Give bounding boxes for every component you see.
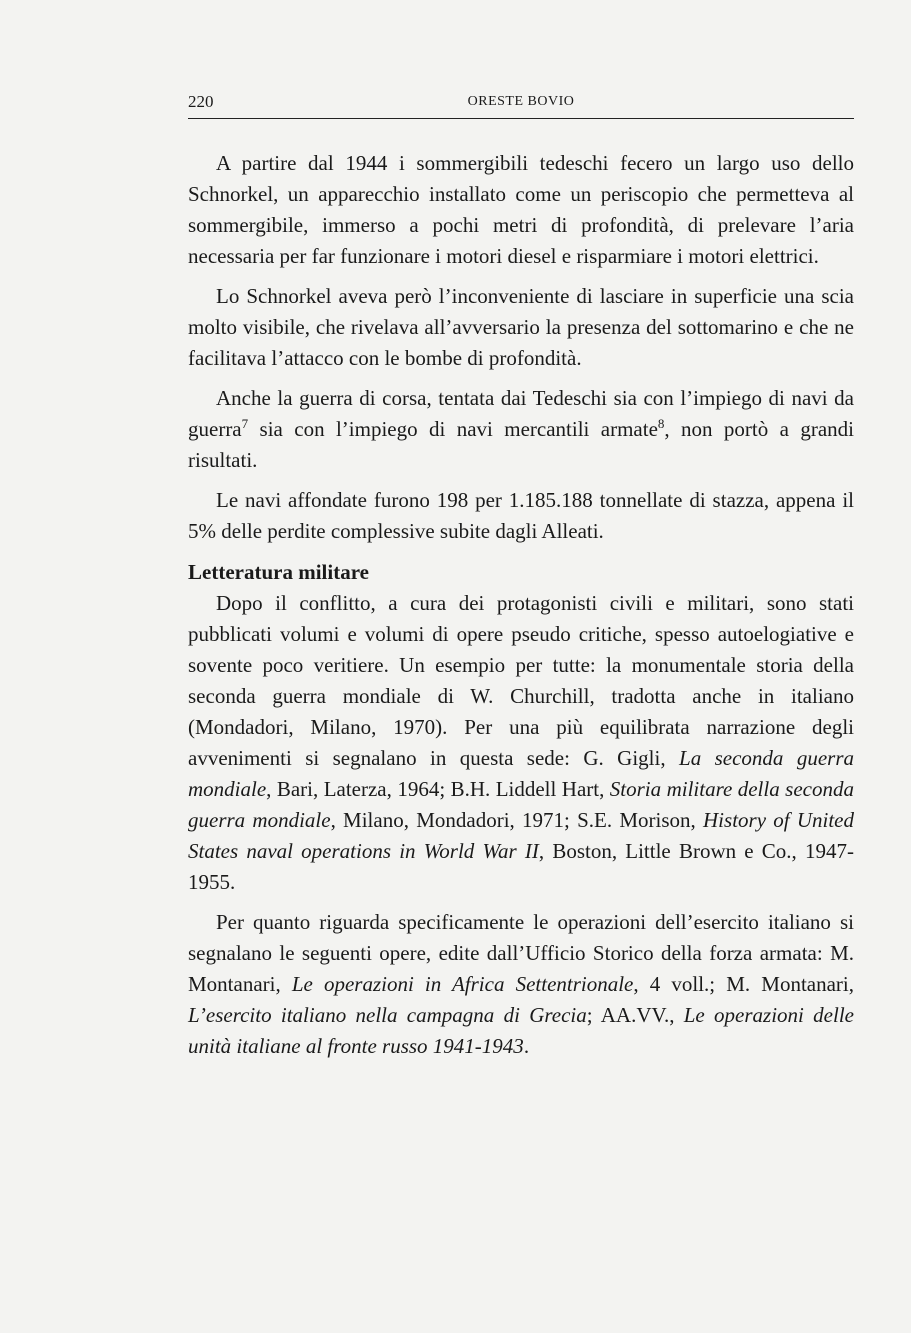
footnote-ref-7: 7: [241, 416, 249, 431]
paragraph-text: , Milano, Mondadori, 1971; S.E. Morison,: [330, 808, 704, 832]
running-head: [188, 92, 854, 119]
paragraph-guerra-di-corsa: [188, 383, 854, 476]
paragraph-text: , 4 voll.; M. Montanari,: [633, 972, 854, 996]
paragraph-letteratura: [188, 588, 854, 898]
paragraph-text: Dopo il conflitto, a cura dei protagonisti civili e militari, sono stati pubblicati volumi e volumi di opere pseudo critiche, spesso autoelogiative e sovente poco veritiere. Un esempio per tutte: la monumentale storia della seconda guerra mondiale di W. Churchill, tradotta anche in italiano (Mondadori, Milano, 1970). Per una più equilibrata narrazione degli avvenimenti si segnalano in questa sede: G. Gigli,: [188, 591, 854, 770]
paragraph-text: Anche la guerra di corsa, tentata dai Tedeschi sia con l’impiego di navi da guerra: [188, 386, 854, 441]
section-heading: Letteratura militare: [188, 560, 369, 584]
book-title: La seconda guerra mondiale: [188, 746, 854, 801]
paragraph-navi-affondate: Le navi affondate furono 198 per 1.185.188 tonnellate di stazza, appena il 5% delle perdite complessive subite dagli Alleati.: [188, 488, 854, 543]
running-head-author: ORESTE BOVIO: [467, 94, 575, 109]
paragraph-text: ; AA.VV.,: [586, 1003, 684, 1027]
page-number: 220: [188, 92, 214, 111]
book-title: L’esercito italiano nella campagna di Grecia: [188, 1003, 587, 1027]
paragraph-text: , Bari, Laterza, 1964; B.H. Liddell Hart,: [266, 777, 610, 801]
body-text: [188, 148, 854, 1062]
paragraph-schnorkel-drawback: Lo Schnorkel aveva però l’inconveniente di lasciare in superficie una scia molto visibile, che rivelava all’avversario la presenza del sottomarino e che ne facilitava l’attacco con le bombe di profondità.: [188, 284, 854, 370]
paragraph-text: Per quanto riguarda specificamente le operazioni dell’esercito italiano si segnalano le seguenti opere, edite dall’Ufficio Storico della forza armata: M. Montanari,: [188, 910, 854, 996]
paragraph-esercito-italiano: [188, 907, 854, 1062]
book-title: History of United States naval operations in World War II: [188, 808, 854, 863]
paragraph-text: , Boston, Little Brown e Co., 1947-1955.: [188, 839, 854, 894]
paragraph-text: sia con l’impiego di navi mercantili armate: [248, 417, 658, 441]
book-title: Storia militare della seconda guerra mondiale: [188, 777, 854, 832]
book-title: Le operazioni in Africa Settentrionale: [291, 972, 634, 996]
book-title: Le operazioni delle unità italiane al fronte russo 1941-1943: [188, 1003, 854, 1058]
footnote-ref-8: 8: [657, 416, 665, 431]
paragraph-text: , non portò a grandi risultati.: [188, 417, 855, 472]
paragraph-text: .: [523, 1034, 530, 1058]
paragraph-schnorkel: A partire dal 1944 i sommergibili tedeschi fecero un largo uso dello Schnorkel, un apparecchio installato come un periscopio che permetteva al sommergibile, immerso a pochi metri di profondità, di prelevare l’aria necessaria per far funzionare i motori diesel e risparmiare i motori elettrici.: [188, 151, 854, 268]
